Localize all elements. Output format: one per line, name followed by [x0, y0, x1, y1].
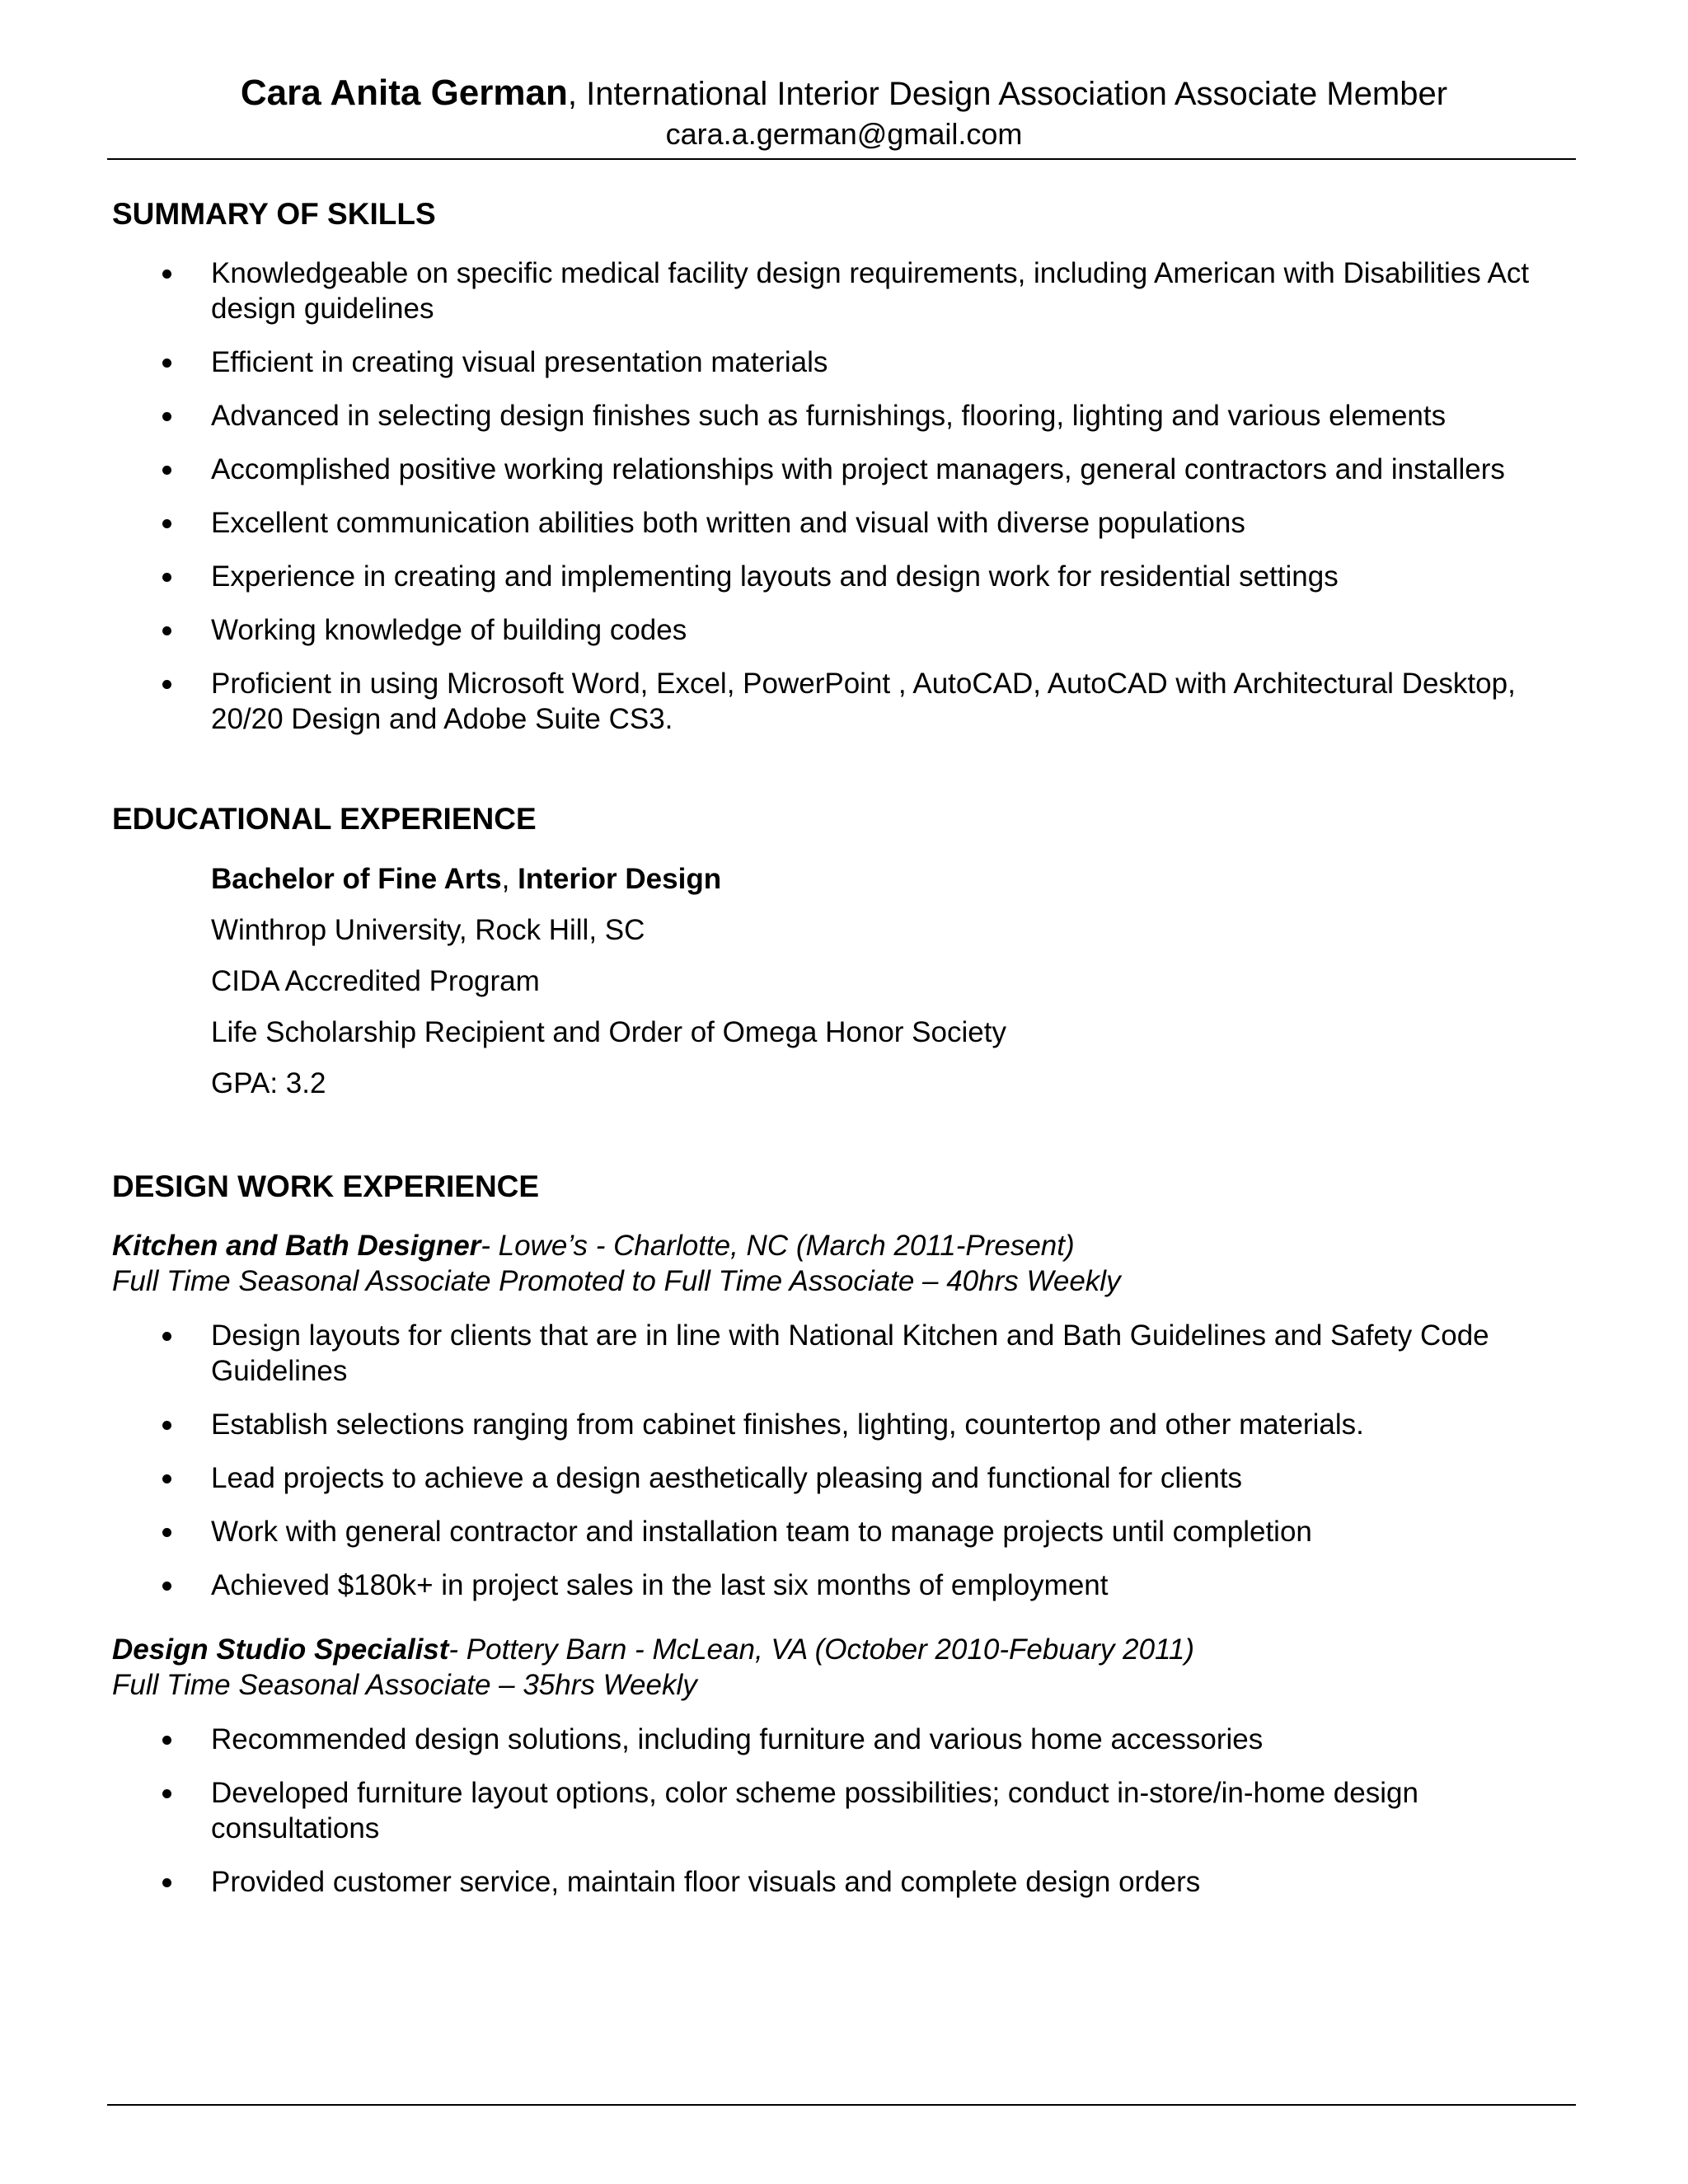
bullet-icon — [162, 466, 171, 475]
list-item: Provided customer service, maintain floor visuals and complete design orders — [112, 1864, 1587, 1900]
job-subtitle: Full Time Seasonal Associate Promoted to Full Time Associate – 40hrs Weekly — [112, 1265, 1121, 1297]
job-title: Kitchen and Bath Designer — [112, 1230, 481, 1262]
list-item: Experience in creating and implementing layouts and design work for residential settings — [112, 559, 1587, 594]
list-item: Recommended design solutions, including furniture and various home accessories — [112, 1722, 1587, 1757]
job-duties-list — [112, 1722, 1587, 1918]
job-title-line — [112, 1632, 1194, 1667]
resume-header — [0, 73, 1688, 154]
candidate-email: cara.a.german@gmail.com — [665, 117, 1023, 151]
degree-separator: , — [501, 863, 518, 895]
major: Interior Design — [518, 863, 722, 895]
list-item: Advanced in selecting design finishes such as furnishings, flooring, lighting and various elements — [112, 398, 1587, 434]
bullet-icon — [162, 680, 171, 689]
name-line — [0, 73, 1688, 115]
list-item: Proficient in using Microsoft Word, Excel, PowerPoint , AutoCAD, AutoCAD with Architectural Desktop, 20/20 Design and Adobe Suite CS3. — [112, 666, 1587, 737]
work-heading: DESIGN WORK EXPERIENCE — [112, 1169, 540, 1203]
job-title: Design Studio Specialist — [112, 1633, 449, 1666]
list-item: Lead projects to achieve a design aesthetically pleasing and functional for clients — [112, 1460, 1587, 1496]
bullet-icon — [162, 1878, 171, 1887]
list-item: Design layouts for clients that are in line with National Kitchen and Bath Guidelines and Safety Code Guidelines — [112, 1318, 1587, 1389]
bullet-icon — [162, 519, 171, 528]
bullet-icon — [162, 1736, 171, 1745]
bullet-icon — [162, 1474, 171, 1483]
bullet-icon — [162, 1528, 171, 1537]
job-duties-list — [112, 1318, 1587, 1621]
education-block — [211, 861, 1006, 1117]
job-header — [112, 1228, 1121, 1299]
list-item: Work with general contractor and installation team to manage projects until completion — [112, 1514, 1587, 1549]
job-details: - Pottery Barn - McLean, VA (October 2010-Febuary 2011) — [448, 1633, 1195, 1666]
bullet-icon — [162, 1789, 171, 1798]
job-title-line — [112, 1228, 1121, 1263]
list-item: Working knowledge of building codes — [112, 612, 1587, 648]
bullet-icon — [162, 359, 171, 368]
bullet-icon — [162, 1582, 171, 1591]
list-item: Developed furniture layout options, color scheme possibilities; conduct in-store/in-home design consultations — [112, 1775, 1587, 1846]
program: CIDA Accredited Program — [211, 965, 540, 997]
education-heading: EDUCATIONAL EXPERIENCE — [112, 802, 537, 836]
list-item: Accomplished positive working relationships with project managers, general contractors and installers — [112, 452, 1587, 487]
degree-line — [211, 861, 1006, 912]
skills-heading: SUMMARY OF SKILLS — [112, 197, 436, 231]
candidate-name: Cara Anita German — [240, 73, 568, 113]
bullet-icon — [162, 269, 171, 279]
list-item: Establish selections ranging from cabinet finishes, lighting, countertop and other materials. — [112, 1407, 1587, 1442]
gpa: GPA: 3.2 — [211, 1067, 326, 1099]
job-header — [112, 1632, 1194, 1703]
footer-divider — [107, 2104, 1576, 2106]
bullet-icon — [162, 1421, 171, 1430]
skills-list — [112, 255, 1587, 755]
bullet-icon — [162, 626, 171, 635]
school: Winthrop University, Rock Hill, SC — [211, 914, 645, 946]
list-item: Excellent communication abilities both written and visual with diverse populations — [112, 505, 1587, 541]
job-details: - Lowe’s - Charlotte, NC (March 2011-Present) — [481, 1230, 1075, 1262]
list-item: Achieved $180k+ in project sales in the last six months of employment — [112, 1568, 1587, 1603]
list-item: Efficient in creating visual presentation materials — [112, 344, 1587, 380]
honors: Life Scholarship Recipient and Order of Omega Honor Society — [211, 1016, 1006, 1048]
job-subtitle: Full Time Seasonal Associate – 35hrs Weekly — [112, 1669, 697, 1701]
degree: Bachelor of Fine Arts — [211, 863, 502, 895]
bullet-icon — [162, 412, 171, 421]
candidate-title: , International Interior Design Association Associate Member — [567, 76, 1448, 112]
list-item: Knowledgeable on specific medical facility design requirements, including American with Disabilities Act design guidelines — [112, 255, 1587, 326]
bullet-icon — [162, 1332, 171, 1341]
bullet-icon — [162, 573, 171, 582]
header-divider — [107, 158, 1576, 160]
